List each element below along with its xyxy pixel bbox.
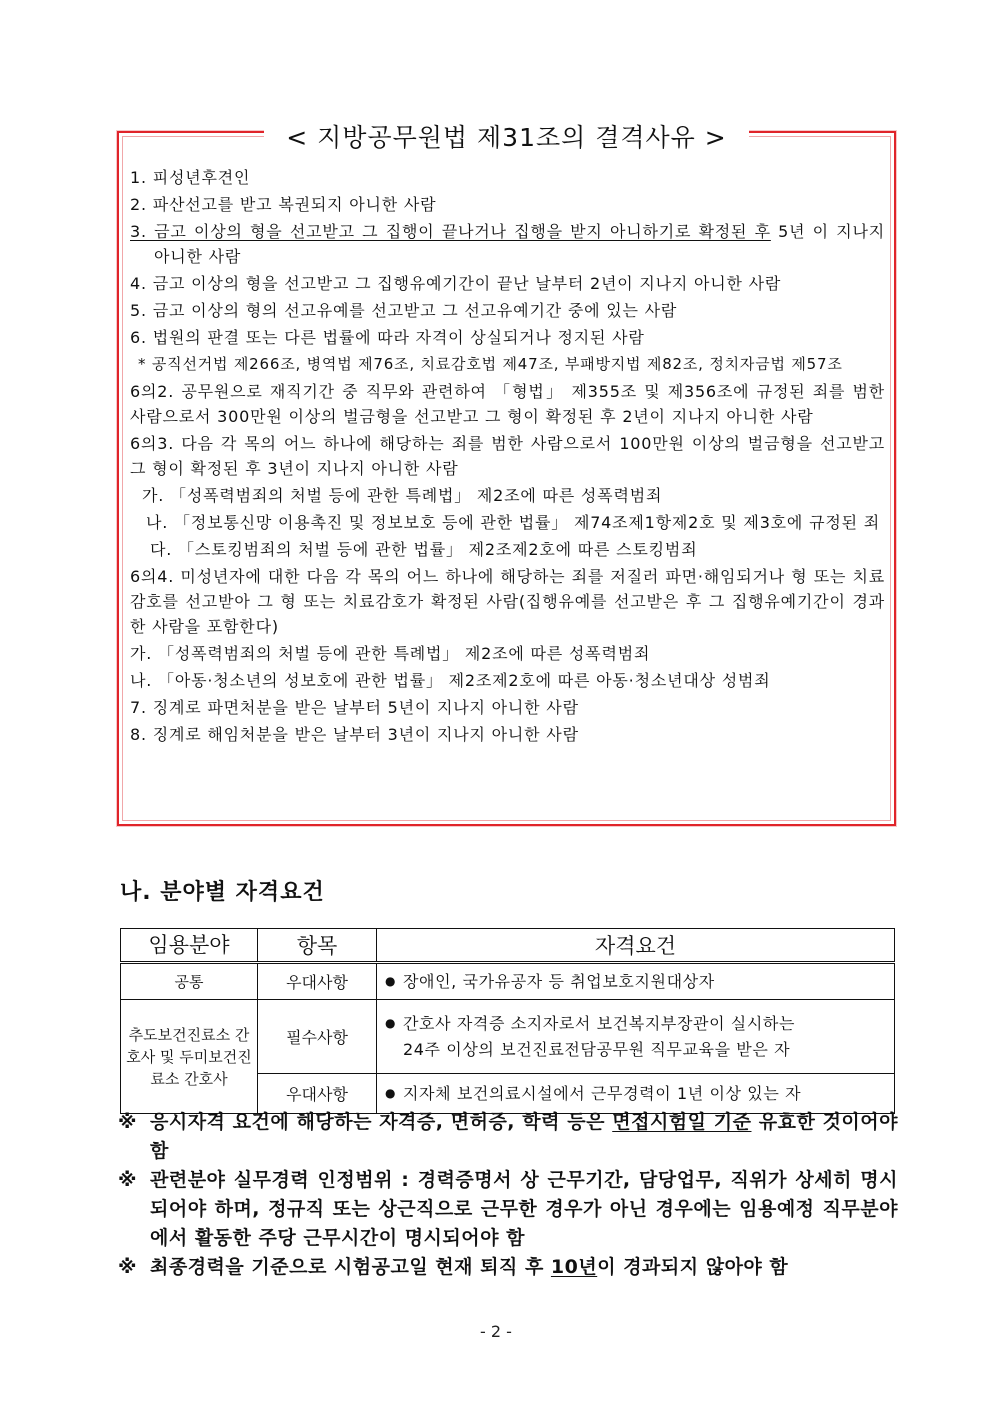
reference-mark: ※ — [118, 1169, 137, 1191]
item-cell: 우대사항 — [258, 1074, 377, 1114]
sub-list-item: 다. 「스토킹범죄의 처벌 등에 관한 법률」 제2조제2호에 따른 스토킹범죄 — [150, 540, 698, 559]
note-text: 관련분야 실무경력 인정범위 : 경력증명서 상 근무기간, 담당업무, 직위가 상세히 명시 되어야 하며, 정규직 또는 상근직으로 근무한 경우가 아닌 경우에는 임용예정 직무분야에서 활동한 주당 근무시간이 명시되어야 함 — [150, 1169, 898, 1249]
column-header: 자격요건 — [377, 929, 895, 963]
underlined-text: 10년 — [550, 1256, 598, 1278]
disqualification-list — [130, 165, 885, 749]
note-item — [118, 1253, 898, 1282]
note-text: 최종경력을 기준으로 시험공고일 현재 퇴직 후 — [150, 1256, 551, 1278]
list-item-text: 5년 이 지나지 아니한 사람 — [154, 222, 886, 266]
bullet-icon: ● — [385, 1016, 397, 1030]
list-item: 5. 금고 이상의 형의 선고유예를 선고받고 그 선고유예기간 중에 있는 사람 — [130, 301, 678, 320]
underlined-text: 면접시험일 기준 — [612, 1111, 752, 1133]
table-row — [121, 963, 895, 1000]
list-item: 8. 징계로 해임처분을 받은 날부터 3년이 지나지 아니한 사람 — [130, 725, 579, 744]
list-item: 1. 피성년후견인 — [130, 168, 251, 187]
requirement-text: 장애인, 국가유공자 등 취업보호지원대상자 — [403, 972, 715, 991]
table-row — [121, 1000, 895, 1074]
qualification-table — [120, 928, 895, 1114]
requirement-cell — [377, 963, 895, 1000]
list-item: 4. 금고 이상의 형을 선고받고 그 집행유예기간이 끝난 날부터 2년이 지나지 아니한 사람 — [130, 274, 782, 293]
sub-list-item: 나. 「정보통신망 이용촉진 및 정보보호 등에 관한 법률」 제74조제1항제2호 및 제3호에 규정된 죄 — [146, 513, 880, 532]
requirement-line — [385, 1010, 886, 1037]
table-header-row — [121, 929, 895, 963]
requirement-text: 간호사 자격증 소지자로서 보건복지부장관이 실시하는 — [403, 1014, 796, 1033]
sub-list-item: 가. 「성폭력범죄의 처벌 등에 관한 특례법」 제2조에 따른 성폭력범죄 — [130, 644, 651, 663]
note-item — [118, 1108, 898, 1166]
item-cell: 우대사항 — [258, 963, 377, 1000]
note-text: 응시자격 요건에 해당하는 자격증, 면허증, 학력 등은 — [150, 1111, 613, 1133]
underlined-text: 3. 금고 이상의 형을 선고받고 그 집행이 끝나거나 집행을 받지 아니하기로 확정된 후 — [130, 222, 771, 241]
reference-mark: ※ — [118, 1256, 137, 1278]
bullet-icon: ● — [385, 1086, 397, 1100]
note-text: 이 경과되지 않아야 함 — [597, 1256, 789, 1278]
requirement-cell — [377, 1000, 895, 1074]
page-number: - 2 - — [480, 1322, 512, 1341]
category-cell: 공통 — [121, 963, 258, 1000]
note-item — [118, 1166, 898, 1253]
list-item: 6의2. 공무원으로 재직기간 중 직무와 관련하여 「형법」 제355조 및 제356조에 규정된 죄를 범한 사람으로서 300만원 이상의 벌금형을 선고받고 그 형이 확정된 후 2년이 지나지 아니한 사람 — [130, 382, 885, 426]
list-item: 7. 징계로 파면처분을 받은 날부터 5년이 지나지 아니한 사람 — [130, 698, 579, 717]
notes-section — [118, 1108, 898, 1282]
bullet-icon: ● — [385, 974, 397, 988]
requirement-line: 24주 이상의 보건진료전담공무원 직무교육을 받은 자 — [403, 1040, 791, 1059]
list-item — [130, 219, 885, 269]
list-item: 2. 파산선고를 받고 복권되지 아니한 사람 — [130, 195, 437, 214]
column-header: 항목 — [258, 929, 377, 963]
column-header: 임용분야 — [121, 929, 258, 963]
reference-mark: ※ — [118, 1111, 137, 1133]
note-text: 유효한 것이어야 함 — [150, 1111, 898, 1162]
section-title: 나. 분야별 자격요건 — [120, 880, 325, 905]
item-cell: 필수사항 — [258, 1000, 377, 1074]
requirement-text: 지자체 보건의료시설에서 근무경력이 1년 이상 있는 자 — [403, 1084, 802, 1103]
sub-list-item: 가. 「성폭력범죄의 처벌 등에 관한 특례법」 제2조에 따른 성폭력범죄 — [142, 486, 663, 505]
list-item: 6의4. 미성년자에 대한 다음 각 목의 어느 하나에 해당하는 죄를 저질러 파면·해임되거나 형 또는 치료감호를 선고받아 그 형 또는 치료감호가 확정된 사람(집행유예를 선고받은 후 그 집행유예기간이 경과한 사람을 포함한다) — [130, 567, 885, 636]
list-item: 6의3. 다음 각 목의 어느 하나에 해당하는 죄를 범한 사람으로서 100만원 이상의 벌금형을 선고받고 그 형이 확정된 후 3년이 지나지 아니한 사람 — [130, 434, 885, 478]
list-item: 6. 법원의 판결 또는 다른 법률에 따라 자격이 상실되거나 정지된 사람 — [130, 328, 645, 347]
box-title: < 지방공무원법 제31조의 결격사유 > — [264, 121, 749, 155]
category-cell: 추도보건진료소 간호사 및 두미보건진료소 간호사 — [121, 1000, 258, 1114]
sub-list-item: 나. 「아동·청소년의 성보호에 관한 법률」 제2조제2호에 따른 아동·청소년대상 성범죄 — [130, 671, 771, 690]
law-reference-note: * 공직선거법 제266조, 병역법 제76조, 치료감호법 제47조, 부패방지법 제82조, 정치자금법 제57조 — [138, 355, 843, 373]
